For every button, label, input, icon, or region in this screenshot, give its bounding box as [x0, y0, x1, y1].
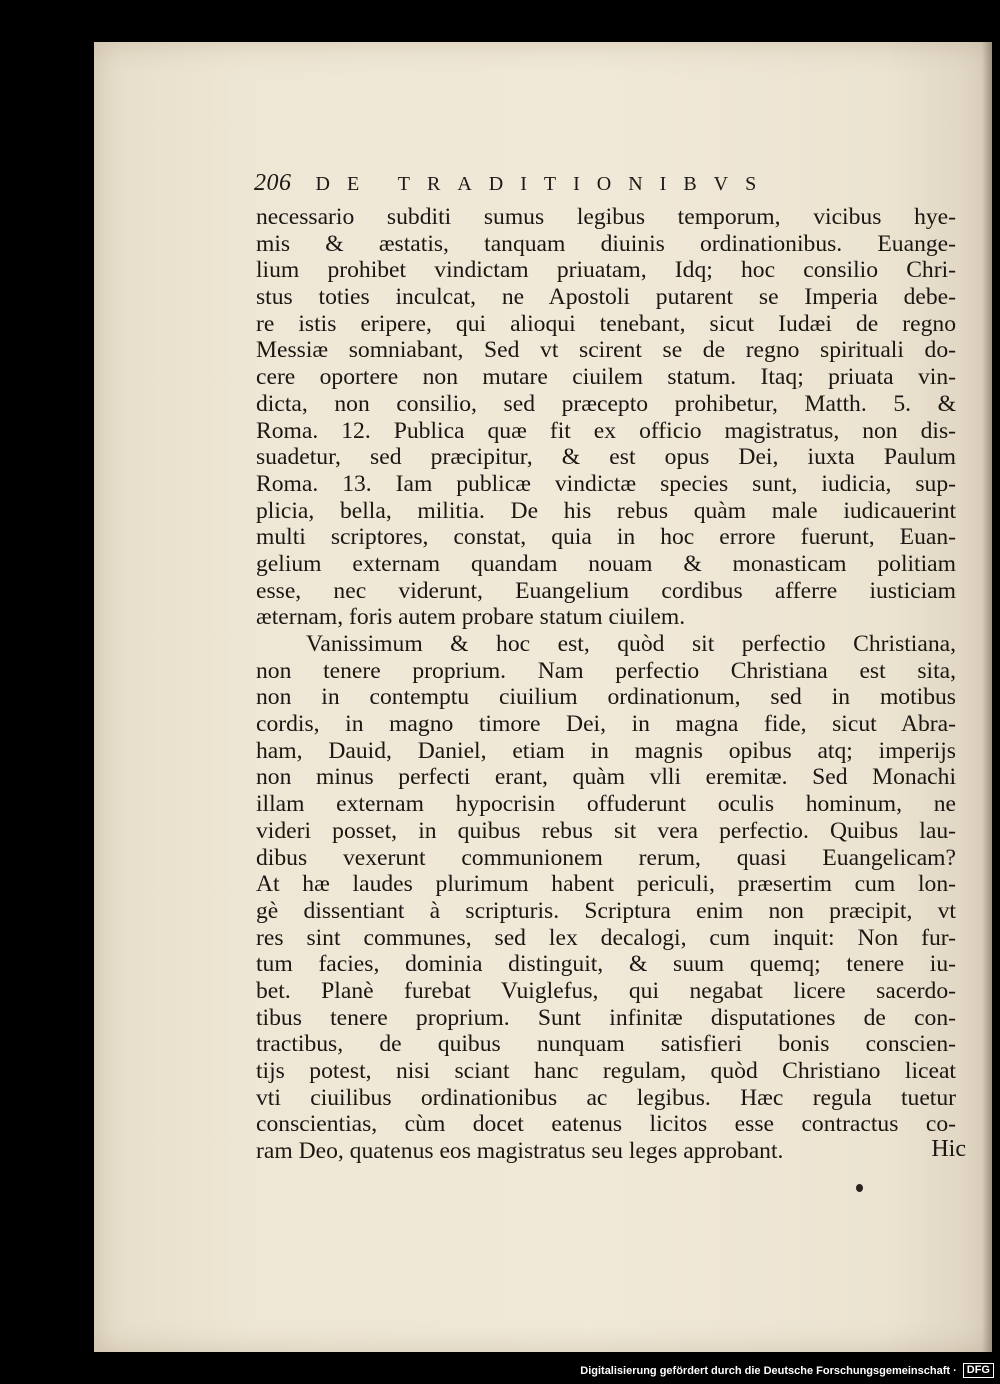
text-line: illam externam hypocrisin offuderunt oculis hominum, ne: [256, 791, 956, 818]
text-line: non tenere proprium. Nam perfectio Christiana est sita,: [256, 657, 956, 684]
text-line: videri posset, in quibus rebus sit vera perfectio. Quibus lau-: [256, 817, 956, 844]
text-line: suadetur, sed præcipitur, & est opus Dei, iuxta Paulum: [256, 444, 956, 471]
text-line: Roma. 12. Publica quæ fit ex officio magistratus, non dis-: [256, 417, 956, 444]
text-line: cere oportere non mutare ciuilem statum. Itaq; priuata vin-: [256, 364, 956, 391]
text-line: non in contemptu ciuilium ordinationum, sed in motibus: [256, 684, 956, 711]
running-head: [254, 170, 814, 197]
text-line: æternam, foris autem probare statum ciuilem.: [256, 604, 686, 631]
text-line: Messiæ somniabant, Sed vt scirent se de regno spirituali do-: [256, 337, 956, 364]
ink-spot: [856, 1184, 863, 1192]
running-title: DE TRADITIONIBVS: [315, 173, 774, 195]
text-line: tum facies, dominia distinguit, & suum quemq; tenere iu-: [256, 951, 956, 978]
text-line: ham, Dauid, Daniel, etiam in magnis opibus atq; imperijs: [256, 737, 956, 764]
text-line: gelium externam quandam nouam & monasticam politiam: [256, 550, 956, 577]
dfg-logo: DFG: [963, 1363, 994, 1378]
text-line: tibus tenere proprium. Sunt infinitæ disputationes de con-: [256, 1004, 956, 1031]
text-line: Roma. 13. Iam publicæ vindictæ species sunt, iudicia, sup-: [256, 470, 956, 497]
text-line: dibus vexerunt communionem rerum, quasi Euangelicam?: [256, 844, 956, 871]
text-line: bet. Planè furebat Vuiglefus, qui negabat licere sacerdo-: [256, 977, 956, 1004]
page-edge-shadow: [982, 42, 992, 1352]
text-line: conscientias, cùm docet eatenus licitos esse contractus co-: [256, 1111, 956, 1138]
text-line: vti ciuilibus ordinationibus ac legibus. Hæc regula tuetur: [256, 1084, 956, 1111]
text-line: plicia, bella, militia. De his rebus quàm male iudicauerint: [256, 497, 956, 524]
text-line: re istis eripere, qui alioqui tenebant, sicut Iudæi de regno: [256, 310, 956, 337]
paragraph-start-line: Vanissimum & hoc est, quòd sit perfectio Christiana,: [306, 631, 956, 657]
credit-text: Digitalisierung gefördert durch die Deutsche Forschungsgemeinschaft ·: [580, 1364, 957, 1377]
body-text: [256, 204, 956, 1165]
text-line: stus toties inculcat, ne Apostoli putarent se Imperia debe-: [256, 284, 956, 311]
text-line: At hæ laudes plurimum habent periculi, præsertim cum lon-: [256, 871, 956, 898]
text-line: non minus perfecti erant, quàm vlli eremitæ. Sed Monachi: [256, 764, 956, 791]
text-line: tractibus, de quibus nunquam satisfieri bonis conscien-: [256, 1031, 956, 1058]
text-line: res sint communes, sed lex decalogi, cum inquit: Non fur-: [256, 924, 956, 951]
text-line: gè dissentiant à scripturis. Scriptura enim non præcipit, vt: [256, 897, 956, 924]
text-line: dicta, non consilio, sed præcepto prohibetur, Matth. 5. &: [256, 390, 956, 417]
text-line: lium prohibet vindictam priuatam, Idq; hoc consilio Chri-: [256, 257, 956, 284]
text-line: mis & æstatis, tanquam diuinis ordinationibus. Euange-: [256, 230, 956, 257]
text-line: ram Deo, quatenus eos magistratus seu leges approbant.: [256, 1138, 784, 1165]
page-number: 206: [254, 170, 292, 196]
text-line: multi scriptores, constat, quia in hoc errore fuerunt, Euan-: [256, 524, 956, 551]
text-line: tijs potest, nisi sciant hanc regulam, quòd Christiano liceat: [256, 1058, 956, 1084]
text-line: cordis, in magno timore Dei, in magna fide, sicut Abra-: [256, 711, 956, 738]
text-line: necessario subditi sumus legibus temporum, vicibus hye-: [256, 204, 956, 230]
digitization-credit: [580, 1363, 994, 1378]
text-line: esse, nec viderunt, Euangelium cordibus afferre iusticiam: [256, 577, 956, 604]
catchword: Hic: [931, 1136, 966, 1162]
